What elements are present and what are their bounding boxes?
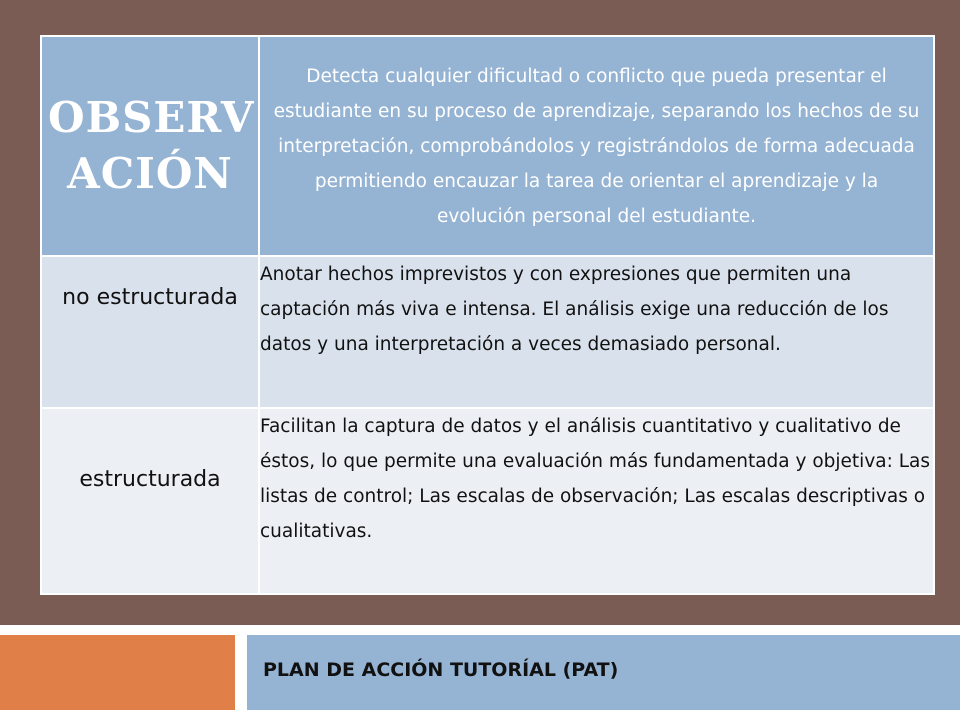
- type-cell: [41, 408, 259, 594]
- definition-cell: [259, 36, 934, 256]
- slide-title: OBSERV ACIÓN: [48, 93, 255, 198]
- type-label: no estructurada: [62, 285, 238, 310]
- description-text: Facilitan la captura de datos y el análisis cuantitativo y cualitativo de éstos, lo que permite una evaluación más fundamentada y objetiva: Las listas de control; Las escalas de observación; Las escalas descriptivas o cualitativas.: [259, 408, 934, 594]
- type-label: estructurada: [79, 467, 221, 492]
- footer-label: PLAN DE ACCIÓN TUTORÍAL (PAT): [263, 659, 619, 681]
- definition-text: Detecta cualquier dificultad o conflicto que pueda presentar el estudiante en su proceso de aprendizaje, separando los hechos de su interpretación, comprobándolos y registrándolos de forma adecuada permitiendo encauzar la tarea de orientar el aprendizaje y la evolución personal del estudiante.: [273, 65, 920, 227]
- title-cell: [41, 36, 259, 256]
- observation-table: [40, 35, 935, 595]
- table-header-row: [41, 36, 934, 256]
- table-row: [41, 256, 934, 408]
- footer-accent-block: [0, 635, 235, 710]
- table-row: [41, 408, 934, 594]
- description-text: Anotar hechos imprevistos y con expresiones que permiten una captación más viva e intensa. El análisis exige una reducción de los datos y una interpretación a veces demasiado personal.: [259, 256, 934, 408]
- footer-bar: [247, 635, 960, 710]
- type-cell: [41, 256, 259, 408]
